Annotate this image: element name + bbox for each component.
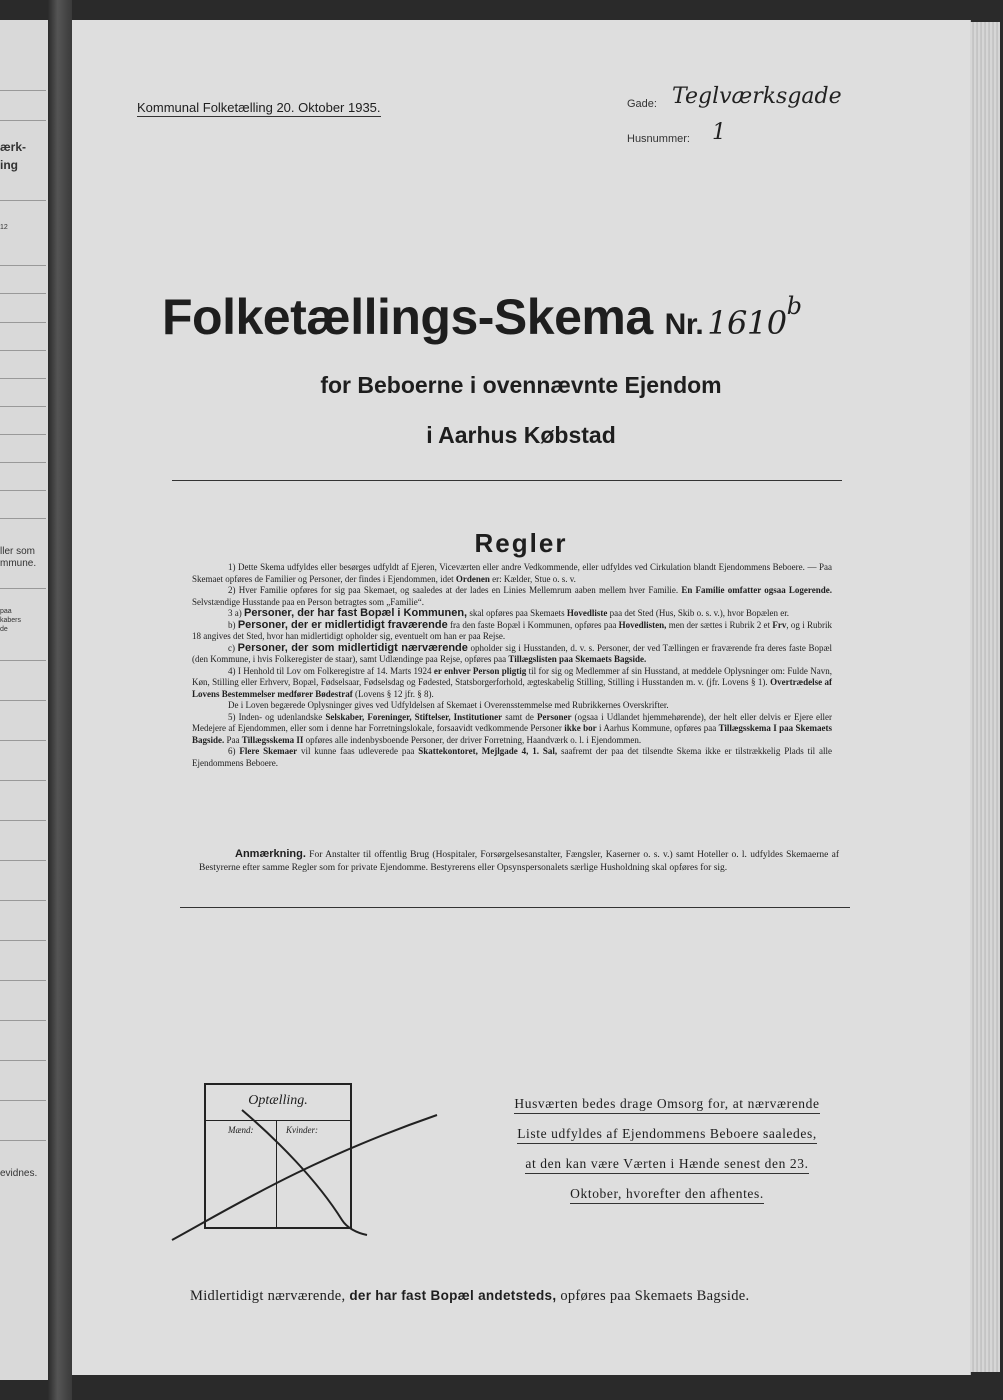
form-number-value: 1610 — [707, 304, 787, 342]
census-title: Kommunal Folketælling 20. Oktober 1935. — [137, 100, 381, 115]
left-fragment-text: evidnes. — [0, 1168, 38, 1179]
landlord-notice-line: Liste udfyldes af Ejendommens Beboere saaledes, — [517, 1126, 817, 1144]
form-number-suffix: b — [786, 292, 802, 320]
annotation-text: For Anstalter til offentlig Brug (Hospitaler, Forsørgelsesanstalter, Fængsler, Kaserner o. s. v.) samt Hoteller o. l. udfyldes Skemaerne af Bestyrerne efter samme Regler som for private Ejendomme. Bestyrerens eller Opsynspersonalets særlige Husholdning skal opføres for sig. — [199, 850, 840, 873]
rule-3c: c) Personer, der som midlertidigt nærværende opholder sig i Husstanden, d. v. s. Personer, der ved Tællingen er fraværende fra deres faste Bopæl (den Kommune, i hvis Folkeregister de staar), samt Udlændinge paa Rejse, opføres paa Tillægslisten paa Skemaets Bagside. — [192, 641, 833, 664]
left-fragment-text: ing — [0, 158, 18, 172]
census-form-page — [72, 20, 971, 1375]
rule-5: 5) Inden- og udenlandske Selskaber, Foreninger, Stiftelser, Institutioner samt de Personer (ogsaa i Udlandet hjemmehørende), der helt eller delvis er Ejere eller Medejere af Ejendommen, eller som i denne har Forretningslokale, forsaavidt vedkommende Personer ikke bor i Aarhus Kommune, opføres paa Tillægsskema I paa Skemaets Bagside. Paa Tillægsskema II opføres alle indenbysboende Personer, der driver Forretning, Haandværk o. l. i Ejendommen. — [192, 711, 833, 745]
men-count-label: Mænd: — [228, 1125, 254, 1135]
footer-note: Midlertidigt nærværende, der har fast Bopæl andetsteds, opføres paa Skemaets Bagside. — [190, 1288, 750, 1304]
rule-4-extra: De i Loven begærede Oplysninger gives ved Udfyldelsen af Skemaet i Overensstemmelse med Rubrikkernes Overskrifter. — [228, 700, 669, 710]
landlord-notice-line: at den kan være Værten i Hænde senest den 23. — [525, 1156, 808, 1174]
left-fragment-text: de — [0, 626, 8, 633]
left-fragment-text: kabers — [0, 617, 22, 624]
house-number-label: Husnummer: — [627, 133, 690, 145]
rule-3b: b) Personer, der er midlertidigt fraværende fra den faste Bopæl i Kommunen, opføres paa Hovedlisten, men der sættes i Rubrik 2 et Frv, og i Rubrik 18 angives det Sted, hvor han midlertidigt opholder sig, eventuelt om han er paa Rejse. — [192, 618, 833, 641]
house-number-value: 1 — [712, 120, 726, 145]
left-fragment-text: ærk- — [0, 140, 27, 154]
rule-4: 4) I Henhold til Lov om Folkeregistre af 14. Marts 1924 er enhver Person pligtig til for sig og Medlemmer af sin Husstand, at meddele Oplysninger om: Fulde Navn, Køn, Stilling eller Erhverv, Bopæl, Fødselsaar, Fødselsdag og Fødested, Statsborgerforhold, ægteskabelig Stilling, Stilling i Husstanden m. v. (jfr. Lovens § 1). Overtrædelse af Lovens Bestemmelser medfører Bødestraf (Lovens § 12 jfr. § 8). — [192, 665, 833, 699]
form-title-text: Folketællings-Skema — [162, 289, 653, 345]
rule-3a: 3 a) Personer, der har fast Bopæl i Kommunen, skal opføres paa Skemaets Hovedliste paa det Sted (Hus, Skib o. s. v.), hvor Bopælen er. — [228, 607, 789, 619]
book-spine — [48, 0, 72, 1400]
landlord-notice-line: Husværten bedes drage Omsorg for, at nærværende — [514, 1096, 819, 1114]
landlord-notice-line: Oktober, hvorefter den afhentes. — [570, 1186, 764, 1204]
annotation-label: Anmærkning. — [235, 848, 306, 860]
annotation-note — [199, 848, 839, 874]
form-title — [162, 288, 802, 346]
divider — [180, 907, 850, 908]
left-page-fragment — [0, 20, 48, 1380]
left-fragment-text: mmune. — [0, 558, 37, 569]
page-edges — [970, 22, 1000, 1372]
women-count-label: Kvinder: — [286, 1125, 318, 1135]
count-box-title: Optælling. — [248, 1093, 308, 1108]
left-fragment-text: paa — [0, 608, 12, 615]
form-number-label: Nr. — [664, 308, 704, 341]
rule-1: 1) Dette Skema udfyldes eller besørges udfyldt af Ejeren, Viceværten eller andre Vedkommende, eller udfyldes ved Cirkulation blandt Ejendommens Beboere. — Paa Skemaet opføres de Familier og Personer, der findes i Ejendommen, idet Ordenen er: Kælder, Stue o. s. v. — [192, 562, 832, 584]
left-fragment-text: 12 — [0, 224, 8, 231]
rules-text — [192, 562, 832, 769]
left-fragment-text: ller som — [0, 546, 36, 557]
rule-6: 6) Flere Skemaer vil kunne faas udleverede paa Skattekontoret, Mejlgade 4, 1. Sal, saafremt der paa det tilsendte Skema ikke er tilstrækkelig Plads til alle Ejendommens Beboere. — [192, 746, 833, 768]
street-label: Gade: — [627, 98, 657, 110]
pencil-strike-marks — [167, 1100, 457, 1250]
divider — [172, 480, 842, 481]
form-subtitle: for Beboerne i ovennævnte Ejendom — [320, 372, 722, 398]
landlord-notice — [497, 1096, 837, 1216]
rules-heading: Regler — [474, 528, 568, 558]
street-value: Teglværksgade — [672, 84, 842, 109]
rule-2: 2) Hver Familie opføres for sig paa Skemaet, og saaledes at der lades en Linies Mellemrum aaben mellem hver Familie. En Familie omfatter ogsaa Logerende. Selvstændige Husstande paa en Person betragtes som „Familie“. — [192, 585, 832, 607]
form-city: i Aarhus Købstad — [426, 422, 616, 448]
